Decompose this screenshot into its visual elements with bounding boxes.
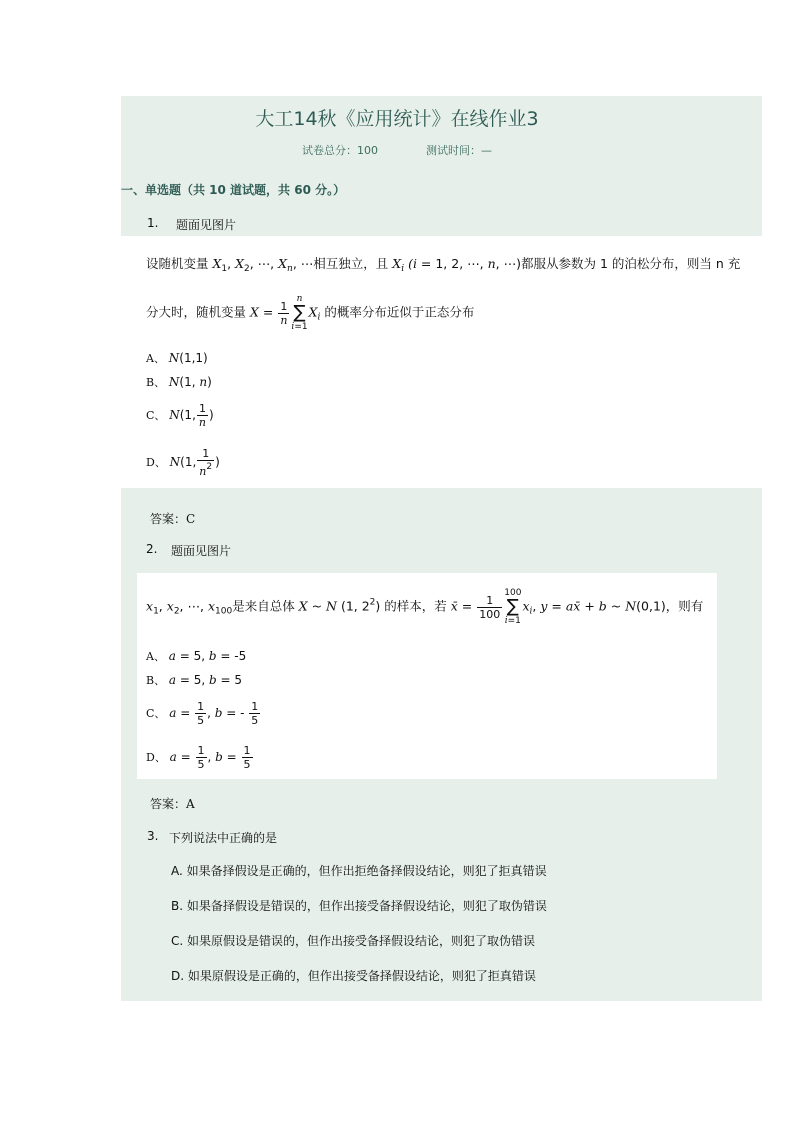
question-3-number: 3. bbox=[147, 829, 159, 843]
question-1-option-a[interactable]: A、 N(1,1) bbox=[146, 351, 208, 365]
section-heading: 一、单选题（共 10 道试题，共 60 分。） bbox=[121, 183, 346, 197]
question-2-stem: $x_1$, $x_2$, ⋯, $x_{100}$是来自总体 X ~ N (1, $2^2$) 的样本，若 x̄ = $\frac{1}{100}$ 100 ∑ $i=1x_i$, y = ax̄ + b ~ N(0,1)，则有 bbox=[146, 588, 704, 626]
question-1-stem-line2: 分大时，随机变量 X = $\frac{1}{n}$ n ∑ $i=1X_i$ 的概率分布近似于正态分布 bbox=[146, 294, 475, 332]
question-1-option-d[interactable]: D、 N(1, $\frac{1}{n^2}$ ) bbox=[146, 447, 220, 478]
question-1-option-b[interactable]: B、 N(1, n) bbox=[146, 375, 212, 389]
question-1-title: 题面见图片 bbox=[176, 218, 237, 232]
question-3-title: 下列说法中正确的是 bbox=[169, 831, 278, 845]
question-1-answer: 答案：C bbox=[150, 512, 196, 526]
exam-meta bbox=[0, 142, 794, 158]
question-1-number: 1. bbox=[147, 216, 159, 230]
question-3-option-d[interactable]: D. 如果原假设是正确的，但作出接受备择假设结论，则犯了拒真错误 bbox=[171, 969, 536, 983]
question-2-option-d[interactable]: D、 a = $\frac{1}{5}$ , b = $\frac{1}{5}$ bbox=[146, 744, 251, 771]
question-2-title: 题面见图片 bbox=[171, 544, 232, 558]
page-title: 大工14秋《应用统计》在线作业3 bbox=[255, 108, 539, 130]
total-score: 试卷总分：100 bbox=[302, 144, 378, 157]
question-2-option-b[interactable]: B、 a = 5, b = 5 bbox=[146, 673, 243, 687]
question-3-option-c[interactable]: C. 如果原假设是错误的，但作出接受备择假设结论，则犯了取伪错误 bbox=[171, 934, 536, 948]
question-1-stem-line1: 设随机变量 $X_1$, $X_2$, ⋯, $X_n$, ⋯相互独立，且 $X_i$ (i = 1, 2, ⋯, n, ⋯)都服从参数为 1 的泊松分布，则当 n 充 bbox=[146, 256, 741, 274]
test-time: 测试时间：— bbox=[426, 144, 492, 157]
question-2-number: 2. bbox=[146, 542, 158, 556]
question-2-option-a[interactable]: A、 a = 5, b = -5 bbox=[146, 649, 247, 663]
question-2-answer: 答案：A bbox=[150, 797, 195, 811]
question-2-option-c[interactable]: C、 a = $\frac{1}{5}$ , b = - $\frac{1}{5}$ bbox=[146, 700, 259, 727]
question-3-option-a[interactable]: A. 如果备择假设是正确的，但作出拒绝备择假设结论，则犯了拒真错误 bbox=[171, 864, 547, 878]
question-3-option-b[interactable]: B. 如果备择假设是错误的，但作出接受备择假设结论，则犯了取伪错误 bbox=[171, 899, 547, 913]
question-1-option-c[interactable]: C、 N(1, $\frac{1}{n}$ ) bbox=[146, 402, 214, 429]
